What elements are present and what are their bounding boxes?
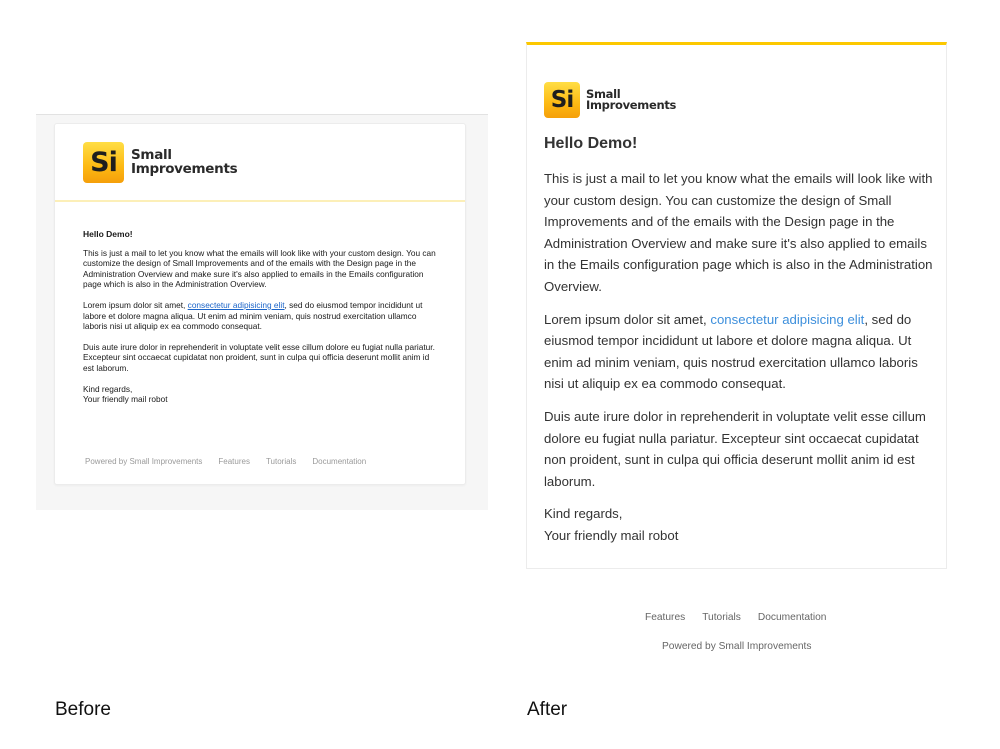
signoff xyxy=(544,503,936,546)
paragraph-intro: This is just a mail to let you know what the emails will look like with your custom design. You can customize the design of Small Improvements and of the emails with the Design page in the Administration Overview and make sure it's also applied to emails in the Emails configuration page which is also in the Administration Overview. xyxy=(83,247,436,290)
paragraph-intro: This is just a mail to let you know what the emails will look like with your custom design. You can customize the design of Small Improvements and of the emails with the Design page in the Administration Overview and make sure it's also applied to emails in the Emails configuration page which is also in the Administration Overview. xyxy=(544,171,933,294)
before-logo xyxy=(83,142,237,183)
text: Lorem ipsum dolor sit amet, xyxy=(544,311,711,327)
after-footer-links xyxy=(645,612,826,623)
text: , sed do eiusmod tempor incididunt ut labore et dolore magna aliqua. Ut enim ad minim veniam, quis nostrud exercitation ullamco laboris nisi ut aliquip ex ea commodo consequat. xyxy=(83,299,423,332)
before-caption: Before xyxy=(55,699,111,720)
footer-link-documentation[interactable]: Documentation xyxy=(312,457,367,466)
before-email-body xyxy=(55,202,465,405)
powered-by-link[interactable]: Powered by Small Improvements xyxy=(85,457,203,466)
footer-link-tutorials[interactable]: Tutorials xyxy=(265,457,297,466)
signoff xyxy=(83,384,437,405)
lorem-link[interactable]: consectetur adipisicing elit xyxy=(187,299,285,310)
greeting: Hello Demo! xyxy=(83,229,133,239)
logo-wordmark xyxy=(586,86,677,112)
text: , sed do eiusmod tempor incididunt ut labore et dolore magna aliqua. Ut enim ad minim veniam, quis nostrud exercitation ullamco laboris nisi ut aliquip ex ea commodo consequat. xyxy=(544,311,918,392)
before-email-header xyxy=(55,124,465,202)
logo-line1: Small xyxy=(586,86,621,101)
footer-link-features[interactable]: Features xyxy=(218,457,250,466)
signoff-line2: Your friendly mail robot xyxy=(544,527,679,543)
footer-link-documentation[interactable]: Documentation xyxy=(757,612,827,623)
logo-line2: Improvements xyxy=(586,98,677,112)
signoff-line1: Kind regards, xyxy=(83,383,133,394)
paragraph-lorem xyxy=(544,309,936,395)
si-logo-icon xyxy=(83,142,124,183)
powered-by-link[interactable]: Powered by Small Improvements xyxy=(662,641,812,652)
after-email-card xyxy=(526,42,947,569)
before-email-card xyxy=(54,123,466,485)
after-logo xyxy=(544,82,676,118)
paragraph-duis: Duis aute irure dolor in reprehenderit in voluptate velit esse cillum dolore eu fugiat nulla pariatur. Excepteur sint occaecat cupidatat non proident, sunt in culpa qui officia deserunt mollit anim id est laborum. xyxy=(544,408,926,489)
paragraph-lorem xyxy=(83,300,437,332)
logo-wordmark xyxy=(131,149,237,176)
logo-line1: Small xyxy=(131,147,172,163)
footer-link-features[interactable]: Features xyxy=(645,612,686,623)
before-footer xyxy=(85,457,366,466)
logo-mark: Si xyxy=(90,147,117,178)
logo-line2: Improvements xyxy=(131,160,238,177)
paragraph-duis: Duis aute irure dolor in reprehenderit in voluptate velit esse cillum dolore eu fugiat nulla pariatur. Excepteur sint occaecat cupidatat non proident, sunt in culpa qui officia deserunt mollit anim id est laborum. xyxy=(83,341,435,373)
before-email-preview xyxy=(36,114,488,510)
footer-link-tutorials[interactable]: Tutorials xyxy=(702,612,741,623)
si-logo-icon xyxy=(544,82,580,118)
greeting: Hello Demo! xyxy=(544,135,638,152)
logo-mark: Si xyxy=(550,87,574,113)
lorem-link[interactable]: consectetur adipisicing elit xyxy=(710,311,865,327)
signoff-line2: Your friendly mail robot xyxy=(83,394,168,405)
after-caption: After xyxy=(527,699,568,720)
after-email-body xyxy=(544,134,936,558)
text: Lorem ipsum dolor sit amet, xyxy=(83,299,188,310)
signoff-line1: Kind regards, xyxy=(544,506,623,522)
